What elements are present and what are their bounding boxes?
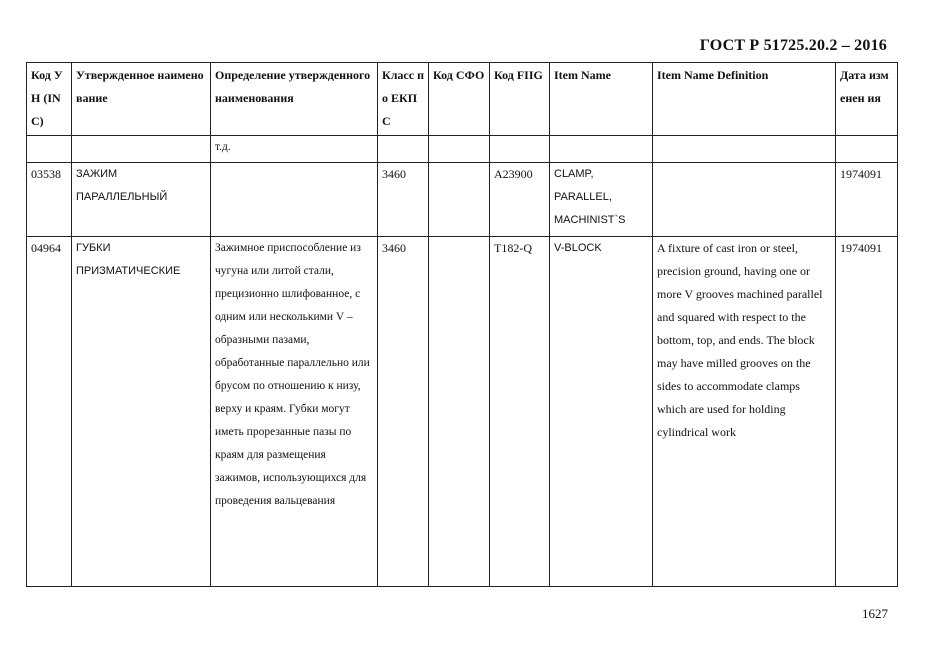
cell-definition [211,163,378,237]
cell-item-name [550,136,653,163]
cell-item-name: CLAMP, PARALLEL, MACHINIST`S [550,163,653,237]
cell-definition: т.д. [211,136,378,163]
cell-class [378,136,429,163]
col-header-code: Код УН (INC) [27,63,72,136]
col-header-definition: Определение утвержденного наименования [211,63,378,136]
cell-item-name: V-BLOCK [550,237,653,587]
table-row [27,136,898,163]
cell-item-definition: A fixture of cast iron or steel, precision ground, having one or more V grooves machined parallel and squared with respect to the bottom, top, and ends. The block may have milled grooves on the sides to accommodate clamps which are used for holding cylindrical work [653,237,836,587]
col-header-class: Класс по ЕКПС [378,63,429,136]
col-header-date: Дата изменен ия [836,63,898,136]
cell-name: ГУБКИ ПРИЗМАТИЧЕСКИЕ [72,237,211,587]
cell-sfo [429,136,490,163]
col-header-fiig: Код FIIG [490,63,550,136]
cell-fiig: T182-Q [490,237,550,587]
cell-name: ЗАЖИМ ПАРАЛЛЕЛЬНЫЙ [72,163,211,237]
cell-item-definition [653,136,836,163]
cell-name [72,136,211,163]
cell-fiig: A23900 [490,163,550,237]
cell-date: 1974091 [836,237,898,587]
col-header-item-name: Item Name [550,63,653,136]
nomenclature-table [26,62,898,587]
cell-code: 03538 [27,163,72,237]
cell-code: 04964 [27,237,72,587]
col-header-item-definition: Item Name Definition [653,63,836,136]
cell-definition: Зажимное приспособление из чугуна или литой стали, прецизионно шлифованное, с одним или несколькими V –образными пазами, обработанные параллельно или брусом по отношению к низу, верху и краям. Губки могут иметь прорезанные пазы по краям для размещения зажимов, использующихся для проведения вальцевания [211,237,378,587]
col-header-name: Утвержденное наименование [72,63,211,136]
cell-sfo [429,163,490,237]
cell-date: 1974091 [836,163,898,237]
cell-sfo [429,237,490,587]
table-row [27,237,898,587]
document-header: ГОСТ Р 51725.20.2 – 2016 [699,37,887,54]
table-row [27,163,898,237]
col-header-sfo: Код СФО [429,63,490,136]
cell-date [836,136,898,163]
cell-item-definition [653,163,836,237]
page-number: 1627 [862,606,888,621]
cell-class: 3460 [378,237,429,587]
cell-code [27,136,72,163]
cell-class: 3460 [378,163,429,237]
table-header-row [27,63,898,136]
cell-fiig [490,136,550,163]
